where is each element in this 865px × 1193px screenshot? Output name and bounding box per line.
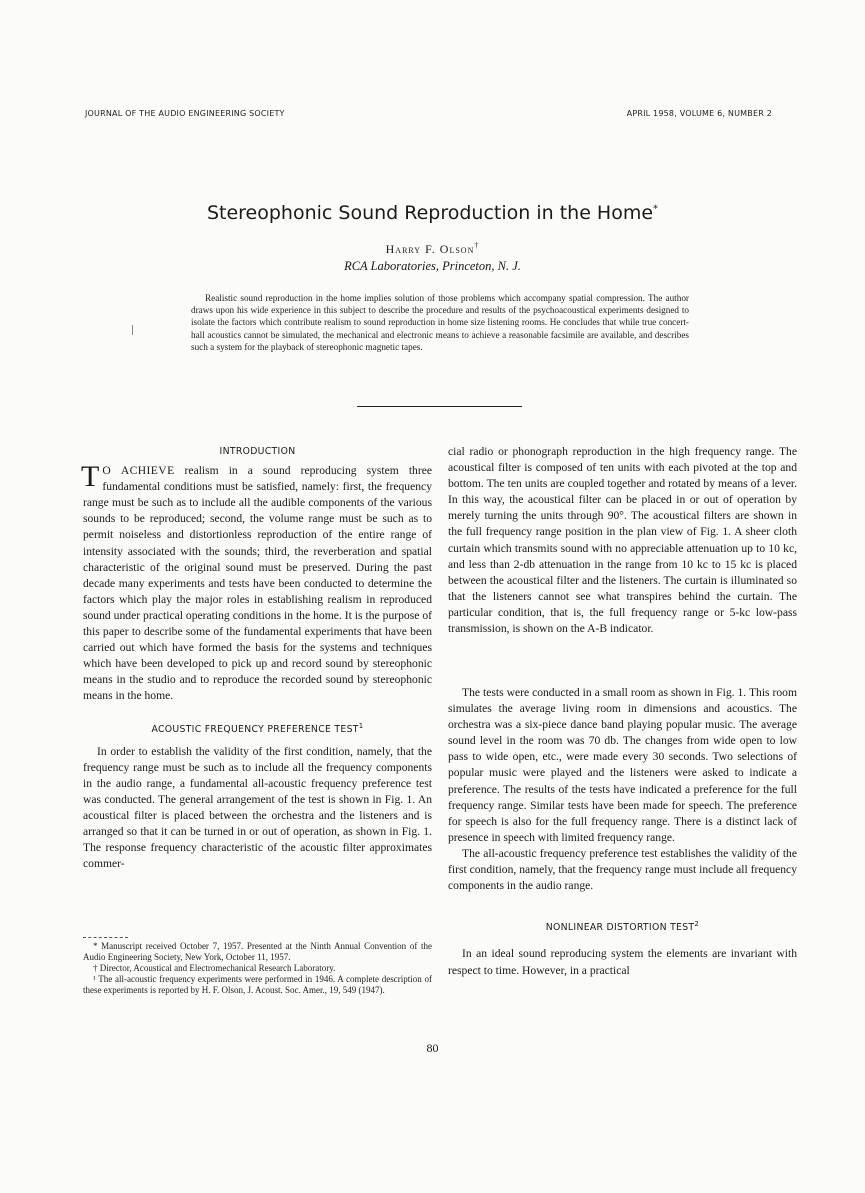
heading-acoustic-frequency-ref: 1 — [358, 721, 364, 730]
intro-body: realism in a sound reproducing system three fundamental conditions must be satisfied, namely: first, the frequency range must be such as to include all the audible components of the various sounds to be reproduced; second, the volume range must be such as to permit noiseless and distortionless reproduction of the entire range of intensity associated with the sounds; third, the reverberation and spatial characteristic of the original sound must be preserved. During the past decade many experiments and tests have been conducted to determine the factors which play the major roles in establishing realism in reproduced sound under practical operating conditions in the home. It is the purpose of this paper to describe some of the fundamental experiments that have been carried out which have formed the basis for the systems and techniques which have been developed to pick up and record sound by stereophonic means in the studio and to reproduce the recorded sound by stereophonic means in the home. — [83, 464, 432, 703]
heading-nonlinear-distortion-ref: 2 — [694, 920, 700, 929]
abstract: Realistic sound reproduction in the home implies solution of those problems which accompany spatial compression. The author draws upon his wide experience in this subject to describe the procedure and results of the psychoacoustical experiments designed to isolate the factors which contribute realism to sound reproduction in home size listening rooms. He concludes that while true concert-hall acoustics cannot be simulated, the mechanical and electronic means to achieve a reasonable facsimile are available, and describes such a system for the playback of stereophonic magnetic tapes. — [191, 293, 689, 352]
heading-acoustic-frequency-text: ACOUSTIC FREQUENCY PREFERENCE TEST — [151, 723, 359, 735]
article-title — [0, 202, 865, 224]
heading-introduction: INTRODUCTION — [219, 446, 296, 457]
heading-acoustic-frequency — [83, 718, 432, 738]
intro-paragraph — [81, 460, 432, 704]
footnote-manuscript: * Manuscript received October 7, 1957. Presented at the Ninth Annual Convention of the Audio Engineering Society, New York, October 11, 1957. — [83, 941, 432, 962]
acoustic-paragraph-1-text: In order to establish the validity of the first condition, namely, that the frequency range must be such as to include all the frequency components in the audio range, a fundamental all-acoustic frequency preference test was conducted. The general arrangement of the test is shown in Fig. 1. An acoustical filter is placed between the orchestra and the listeners and is arranged so that it can be turned in or out of operation, as shown in Fig. 1. The response frequency characteristic of the acoustic filter approximates commer- — [83, 744, 432, 871]
author-footnote-mark: † — [474, 241, 480, 250]
footnote-rule — [83, 937, 128, 938]
footnotes — [83, 941, 432, 996]
nonlinear-paragraph-1: In an ideal sound reproducing system the elements are invariant with respect to time. However, in a practical — [448, 947, 797, 977]
footnote-director: † Director, Acoustical and Electromechanical Research Laboratory. — [93, 963, 336, 973]
section-divider — [357, 406, 522, 407]
footnote-experiments: ¹ The all-acoustic frequency experiments were performed in 1946. A complete description of these experiments is reported by H. F. Olson, J. Acoust. Soc. Amer., 19, 549 (1947). — [83, 974, 432, 995]
drop-cap: T — [81, 460, 100, 494]
title-footnote-mark: * — [653, 203, 659, 215]
left-column — [83, 444, 432, 924]
heading-nonlinear-distortion — [448, 916, 797, 936]
heading-nonlinear-distortion-text: NONLINEAR DISTORTION TEST — [545, 922, 695, 934]
intro-lead: O ACHIEVE — [102, 464, 175, 478]
article-title-text: Stereophonic Sound Reproduction in the Home — [206, 202, 654, 224]
acoustic-paragraph-2: The tests were conducted in a small room as shown in Fig. 1. This room simulates the average living room in dimensions and acoustics. The orchestra was a six-piece dance band playing popular music. The average sound level in the room was 70 db. The changes from wide open to low pass to wide open, etc., were made every 30 seconds. Two selections of popular music were played and the listeners were asked to indicate a preference. The results of the tests have indicated a preference for the full frequency range. Similar tests have been made for speech. The preference for speech is also for the full frequency range. There is a distinct lack of presence in speech with limited frequency range. — [448, 686, 797, 844]
author-affiliation: RCA Laboratories, Princeton, N. J. — [344, 259, 521, 273]
article-author — [0, 241, 865, 257]
right-column — [448, 444, 797, 979]
running-header-issue: APRIL 1958, VOLUME 6, NUMBER 2 — [626, 109, 772, 118]
page-number: 80 — [426, 1041, 439, 1055]
running-header-journal: JOURNAL OF THE AUDIO ENGINEERING SOCIETY — [85, 109, 285, 118]
acoustic-paragraph-1 — [83, 744, 432, 924]
acoustic-paragraph-1-continued — [448, 444, 797, 685]
author-name: Harry F. Olson — [385, 242, 475, 256]
margin-mark — [132, 325, 133, 335]
acoustic-paragraph-3: The all-acoustic frequency preference test establishes the validity of the first condition, namely, that the frequency range must include all frequency components in the audio range. — [448, 846, 797, 893]
acoustic-paragraph-1-continued-text: cial radio or phonograph reproduction in the high frequency range. The acoustical filter is composed of ten units with each pivoted at the top and bottom. The ten units are coupled together and rotated by means of a lever. In this way, the acoustical filter can be placed in or out of operation by merely turning the units through 90°. The acoustical filters are shown in the full frequency range position in the plan view of Fig. 1. A sheer cloth curtain which transmits sound with no appreciable attenuation up to 10 kc, and less than 2-db attenuation in the range from 10 kc to 15 kc is placed between the acoustical filter and the listeners. The curtain is illuminated so that the listeners cannot see what transpires behind the curtain. The particular condition, that is, the full frequency range or 5-kc low-pass transmission, is shown on the A-B indicator. — [448, 445, 797, 636]
